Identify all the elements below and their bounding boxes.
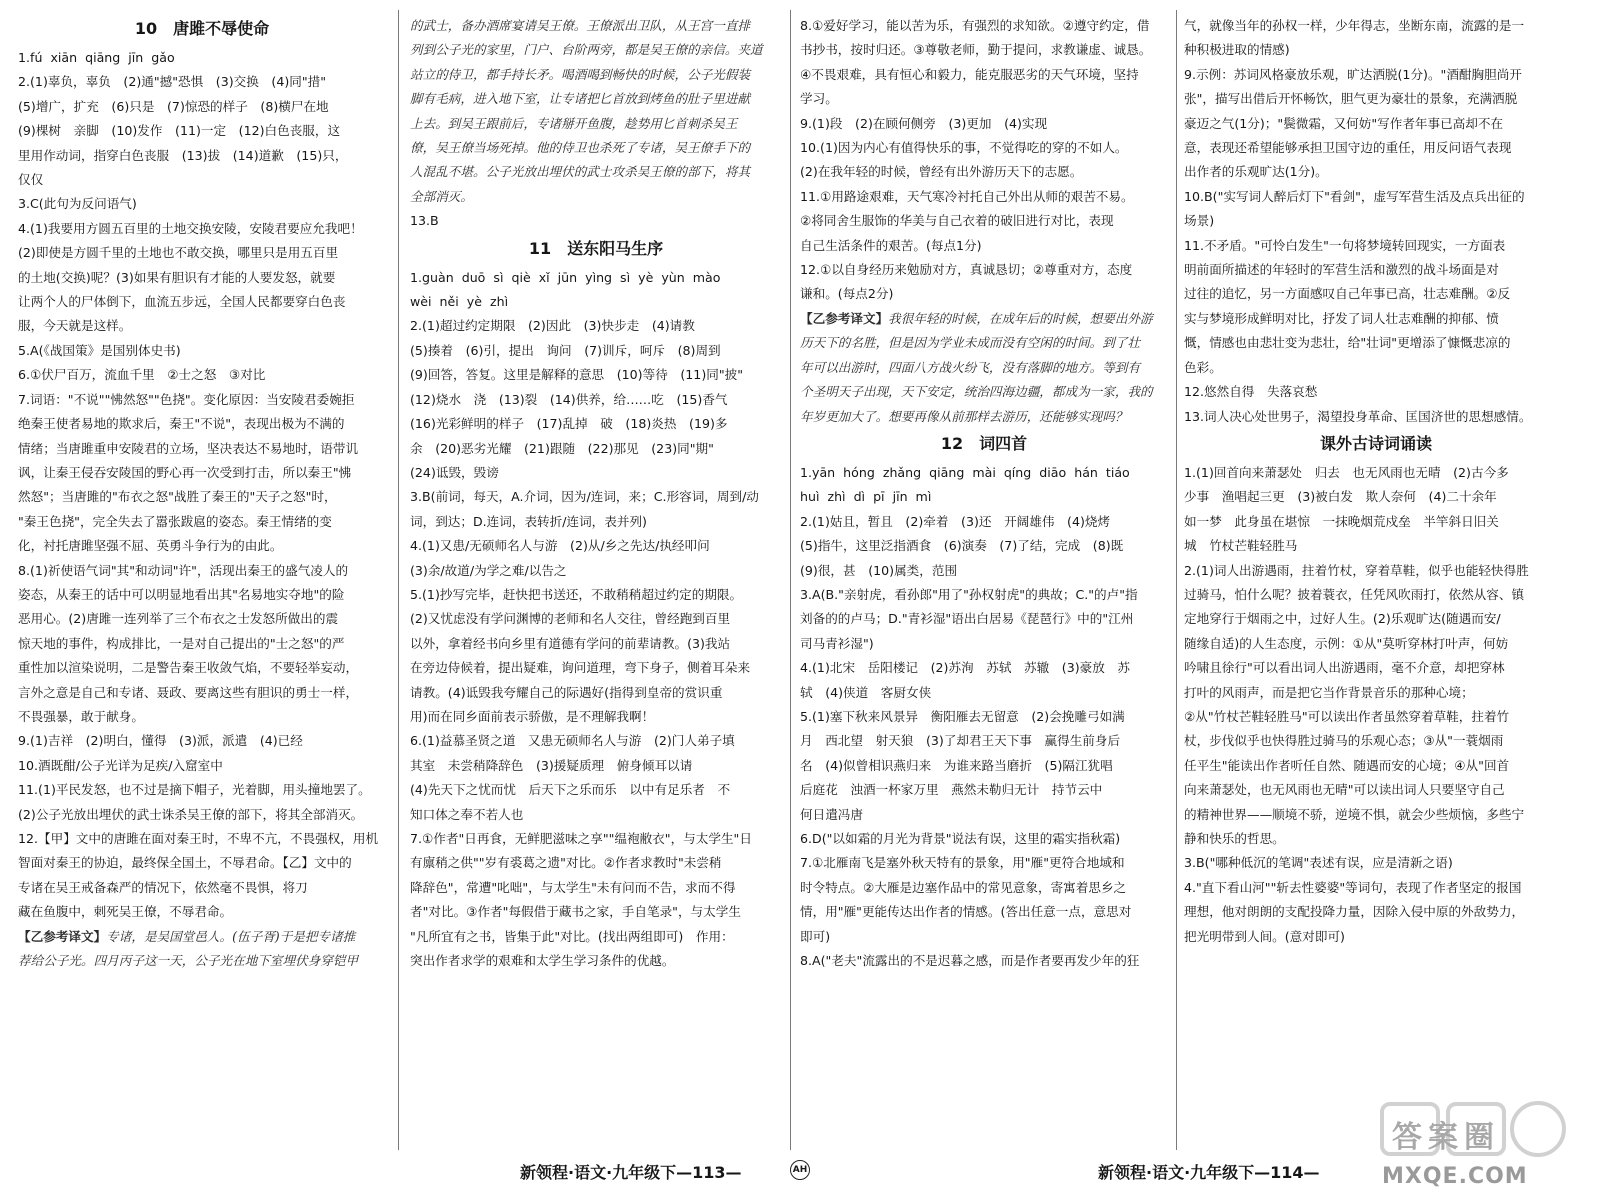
answer-line: (5)揍着 (6)引，提出 询问 (7)训斥，呵斥 (8)周到 (410, 342, 721, 358)
answer-line: 者"对比。③作者"每假借于藏书之家，手自笔录"，与太学生 (410, 904, 741, 920)
answer-line: "凡所宜有之书，皆集于此"对比。(找出两组即可) 作用： (410, 928, 734, 944)
answer-line: 情绪；当唐雎重申安陵君的立场，坚决表达不易地时，语带讥 (18, 440, 359, 456)
answer-line: 2.(1)超过约定期限 (2)因此 (3)快步走 (4)请教 (410, 318, 695, 334)
answer-line: 降辞色"，常遭"叱咄"，与太学生"未有问而不告，求而不得 (410, 879, 736, 895)
answer-line: 把光明带到人间。(意对即可) (1184, 928, 1345, 944)
answer-line: 姿态，从秦王的话中可以明显地看出其"名易地实夺地"的险 (18, 586, 345, 602)
translation-line (410, 112, 782, 136)
translation-text: 专诸，是吴国堂邑人。(伍子胥)于是把专诸推 (106, 928, 356, 944)
answer-line: 色彩。 (1184, 359, 1222, 375)
answer-line: (16)光彩鲜明的样子 (17)乱掉 破 (18)炎热 (19)多 (410, 416, 728, 432)
answer-line: 化，衬托唐雎坚强不屈、英勇斗争行为的由此。 (18, 538, 283, 554)
answer-line: 谦和。(每点2分) (800, 286, 894, 302)
answer-line: 过骑马，怕什么呢？披着蓑衣，任凭风吹雨打，依然从容、镇 (1184, 586, 1525, 602)
answer-line: 9.示例：苏词风格豪放乐观，旷达洒脱(1分)。"酒酣胸胆尚开 (1184, 66, 1522, 82)
answer-line: 学习。 (800, 91, 838, 107)
answer-line: 静和快乐的哲思。 (1184, 831, 1285, 846)
answer-line: 有廪稍之供""岁有裘葛之遗"对比。②作者求教时"未尝稍 (410, 855, 722, 871)
answer-line: 讽，让秦王侵吞安陵国的野心再一次受到打击，所以秦王"怫 (18, 464, 352, 480)
translation-line (18, 925, 386, 949)
answer-line: 1.(1)回首向来萧瑟处 归去 也无风雨也无晴 (2)古今多 (1184, 464, 1509, 480)
translation-line (800, 405, 1168, 429)
answer-line: 以外，拿着经书向乡里有道德有学问的前辈请教。(3)我站 (410, 635, 731, 651)
answer-line: 7.①北雁南飞是塞外秋天特有的景象，用"雁"更符合地域和 (800, 855, 1125, 871)
answer-line: 5.(1)抄写完毕，赶快把书送还，不敢稍稍超过约定的期限。 (410, 586, 743, 602)
section-heading: 课外古诗词诵读 (1319, 433, 1432, 453)
answer-line: 出作者的乐观旷达(1分)。 (1184, 164, 1328, 180)
answer-line: 向来萧瑟处，也无风雨也无晴"可以读出词人只要坚守自己 (1184, 782, 1505, 798)
page-footer-right: 新领程·语文·九年级下—114— (1098, 1163, 1320, 1182)
translation-line (18, 949, 386, 973)
translation-text: 历天下的名胜，但是因为学业未成而没有空闲的时间。到了壮 (800, 335, 1141, 351)
answer-line: (2)公子光放出埋伏的武士诛杀吴王僚的部下，将其全部消灭。 (18, 806, 364, 822)
answer-line: 专诸在吴王戒备森严的情况下，依然毫不畏惧，将刀 (18, 879, 308, 895)
answer-line: 气，就像当年的孙权一样，少年得志，坐断东南，流露的是一 (1184, 18, 1525, 33)
answer-line: 惊天地的事件，构成排比，一是对自己提出的"士之怒"的严 (18, 635, 345, 651)
answer-line: 7.①作者"日再食，无鲜肥滋味之享""缊袍敝衣"，与太学生"日 (410, 831, 752, 846)
column-divider (398, 10, 399, 1150)
answer-line: 即可) (800, 928, 831, 944)
translation-text: 荐给公子光。四月丙子这一天，公子光在地下室埋伏身穿铠甲 (18, 953, 359, 969)
answer-line: 重性加以渲染说明，二是警告秦王收敛气焰，不要轻举妄动， (18, 660, 359, 676)
answer-line: 豪迈之气(1分)；"鬓微霜，又何妨"写作者年事已高却不在 (1184, 115, 1504, 131)
answer-line: 10.B("实写词人醉后灯下"看剑"，虚写军营生活及点兵出征的 (1184, 188, 1525, 204)
answer-line: 轼 (4)侠道 客厨女侠 (800, 684, 932, 700)
section-heading: 12 词四首 (940, 433, 1028, 453)
answer-line: 随缘自适)的人生态度，示例：①从"莫听穿林打叶声，何妨 (1184, 635, 1509, 651)
answer-line: 司马青衫湿") (800, 635, 874, 651)
answer-line: ④不畏艰难，具有恒心和毅力，能克服恶劣的天气环境，坚持 (800, 66, 1139, 82)
answer-line: wèi něi yè zhì (410, 294, 509, 310)
answer-line: 杖，步伐似乎也快得胜过骑马的乐观心态；③从"一蓑烟雨 (1184, 733, 1504, 749)
answer-line: (2)即使是方圆千里的土地也不敢交换，哪里只是用五百里 (18, 245, 339, 261)
answer-line: 定地穿行于烟雨之中，过好人生。(2)乐观旷达(随遇而安/ (1184, 611, 1501, 627)
answer-line: 6.D("以如霜的月光为背景"说法有误，这里的霜实指秋霜) (800, 831, 1121, 846)
answer-line: 智面对秦王的协迫，最终保全国土，不辱君命。【乙】文中的 (18, 855, 352, 871)
answer-line: 突出作者求学的艰难和太学生学习条件的优越。 (410, 953, 675, 969)
answer-line: 少事 渔唱起三更 (3)被白发 欺人奈何 (4)二十余年 (1184, 489, 1497, 505)
answer-line: huì zhì dì pī jīn mì (800, 489, 932, 505)
answer-line: (2)又忧虑没有学问渊博的老师和名人交往，曾经跑到百里 (410, 611, 731, 627)
answer-line: 10.(1)因为内心有值得快乐的事，不觉得吃的穿的不如人。 (800, 140, 1128, 156)
answer-line: 6.①伏尸百万，流血千里 ②士之怒 ③对比 (18, 367, 266, 383)
answer-line: 11.①用路途艰难，天气寒冷衬托自己外出从师的艰苦不易。 (800, 188, 1134, 204)
translation-label: 【乙参考译文】 (18, 928, 107, 944)
translation-line (410, 14, 782, 38)
answer-line: 3.B("哪种低沉的笔调"表述有误，应是清新之语) (1184, 855, 1453, 871)
watermark-label: 答案圈 (1392, 1120, 1500, 1155)
answer-line: 4."直下看山河""斩去性婆婆"等词句，表现了作者坚定的报国 (1184, 879, 1522, 895)
translation-text: 列到公子光的家里，门户、台阶两旁，都是吴王僚的亲信。夹道 (410, 42, 763, 58)
answer-line: 2.(1)辜负，辜负 (2)通"撼"恐惧 (3)交换 (4)同"措" (18, 74, 327, 90)
answer-line: 知口体之奉不若人也 (410, 806, 524, 822)
answer-line: 5.A(《战国策》是国别体史书) (18, 342, 181, 358)
answer-line: 8.A("老夫"流露出的不是迟暮之感，而是作者要再发少年的狂 (800, 953, 1140, 969)
answer-line: 自己生活条件的艰苦。(每点1分) (800, 237, 982, 253)
answer-line: 实与梦境形成鲜明对比，抒发了词人壮志难酬的抑郁、愤 (1184, 310, 1499, 326)
translation-text: 我很年轻的时候，在成年后的时候，想要出外游 (888, 310, 1153, 326)
translation-text: 脚有毛病，进入地下室，让专诸把匕首放到烤鱼的肚子里进献 (410, 91, 751, 107)
translation-text: 人混乱不堪。公子光放出埋伏的武士攻杀吴王僚的部下，将其 (410, 164, 751, 180)
answer-line: 打叶的风雨声，而是把它当作背景音乐的那种心境； (1184, 684, 1474, 700)
answer-line: 理想，他对朗朗的支配投降力量，因除入侵中原的外敌势力， (1184, 904, 1525, 920)
answer-line: 7.词语："不说""怫然怒""色挠"。变化原因：当安陵君委婉拒 (18, 391, 355, 407)
answer-line: 3.C(此句为反问语气) (18, 196, 137, 212)
answer-line: 9.(1)吉祥 (2)明白，懂得 (3)派，派遣 (4)已经 (18, 733, 303, 749)
answer-line: 其室 未尝稍降辞色 (3)援疑质理 俯身倾耳以请 (410, 757, 693, 773)
translation-text: 站立的侍卫，都手持长矛。喝酒喝到畅快的时候，公子光假装 (410, 66, 751, 82)
column-2 (410, 14, 782, 1146)
answer-line: (5)指牛，这里泛指酒食 (6)演奏 (7)了结，完成 (8)既 (800, 538, 1124, 554)
answer-line: 3.B(前词，每天，A.介词，因为/连词，来；C.形容词，周到/动 (410, 489, 759, 505)
answer-line: 1.yān hóng zhǎng qiāng mài qíng diāo hán tiáo (800, 464, 1130, 480)
translation-label: 【乙参考译文】 (800, 310, 889, 326)
answer-line: ②从"竹杖芒鞋轻胜马"可以读出作者虽然穿着草鞋，拄着竹 (1184, 708, 1510, 724)
answer-line: 余 (20)恶劣光耀 (21)跟随 (22)那见 (23)同"期" (410, 440, 714, 456)
answer-line: 月 西北望 射天狼 (3)了却君王天下事 赢得生前身后 (800, 733, 1121, 749)
translation-line (410, 136, 782, 160)
answer-line: 情，用"雁"更能传达出作者的情感。(答出任意一点，意思对 (800, 904, 1132, 920)
answer-line: 城 竹杖芒鞋轻胜马 (1184, 538, 1298, 554)
column-4 (1184, 14, 1568, 1146)
translation-line (410, 87, 782, 111)
answer-line: 10.酒既酣/公子光详为足疾/入窟室中 (18, 757, 223, 773)
answer-line: ②将同舍生服饰的华美与自己衣着的破旧进行对比，表现 (800, 213, 1114, 229)
translation-text: 僚，吴王僚当场死掉。他的侍卫也杀死了专诸，吴王僚手下的 (410, 140, 751, 156)
answer-line: 5.(1)塞下秋来风景异 衡阳雁去无留意 (2)会挽雕弓如满 (800, 708, 1125, 724)
translation-text: 年可以出游时，四面八方战火纷飞，没有落脚的地方。等到有 (800, 359, 1141, 375)
answer-line: (24)诋毁，毁谤 (410, 464, 499, 480)
answer-line: 后庭花 浊酒一杯家万里 燕然未勒归无计 持节云中 (800, 782, 1103, 798)
answer-line: 11.(1)平民发怒，也不过是摘下帽子，光着脚，用头撞地罢了。 (18, 782, 371, 798)
answer-line: 不畏强暴，敢于献身。 (18, 708, 144, 724)
answer-line: 的土地(交换)呢？(3)如果有胆识有才能的人要发怒，就要 (18, 269, 336, 285)
answer-line: 12.【甲】文中的唐雎在面对秦王时，不卑不亢，不畏强权，用机 (18, 831, 379, 846)
answer-line: 恶用心。(2)唐雎一连列举了三个布衣之士发怒所做出的震 (18, 611, 339, 627)
translation-line (410, 38, 782, 62)
answer-line: 8.①爱好学习，能以苦为乐，有强烈的求知欲。②遵守约定，借 (800, 18, 1150, 33)
translation-line (410, 160, 782, 184)
page-footer-left: 新领程·语文·九年级下—113— (520, 1163, 742, 1182)
answer-line: 在旁边侍候着，提出疑难，询问道理，弯下身子，侧着耳朵来 (410, 660, 751, 676)
answer-line: 11.不矛盾。"可怜白发生"一句将梦境转回现实，一方面表 (1184, 237, 1506, 253)
answer-line: 刘备的的卢马；D."青衫湿"语出白居易《琵琶行》中的"江州 (800, 611, 1134, 627)
answer-line: 名 (4)似曾相识燕归来 为谁来路当磨折 (5)隔江犹唱 (800, 757, 1113, 773)
answer-line: 时令特点。②大雁是边塞作品中的常见意象，寄寓着思乡之 (800, 879, 1127, 895)
answer-line: 让两个人的尸体倒下，血流五步远，全国人民都要穿白色丧 (18, 294, 346, 310)
translation-line (800, 331, 1168, 355)
answer-line: 吟啸且徐行"可以看出词人出游遇雨，毫不介意，却把穿林 (1184, 660, 1505, 676)
answer-line: (9)棵树 亲脚 (10)发作 (11)一定 (12)白色丧服，这 (18, 123, 341, 139)
section-heading: 11 送东阳马生序 (528, 238, 664, 258)
answer-line: 种积极进取的情感) (1184, 42, 1290, 58)
answer-line: 1.guàn duō sì qiè xǐ jūn yìng sì yè yùn mào (410, 269, 721, 285)
column-divider (1176, 10, 1177, 1150)
translation-text: 的武士，备办酒席宴请吴王僚。王僚派出卫队，从王宫一直排 (410, 18, 751, 33)
answer-line: (5)增广，扩充 (6)只是 (7)惊恐的样子 (8)横尸在地 (18, 98, 329, 114)
column-3 (800, 14, 1168, 1146)
translation-text: 年岁更加大了。想要再像从前那样去游历，还能够实现吗？ (800, 408, 1128, 424)
answer-line: 绝秦王使者易地的欺求后，秦王"不说"，表现出极为不满的 (18, 416, 345, 432)
answer-line: 服，今天就是这样。 (18, 318, 132, 334)
watermark-text: MXQE.COM (1382, 1164, 1528, 1189)
answer-line: 仅仅 (18, 172, 44, 188)
translation-line (410, 63, 782, 87)
answer-line: 的精神世界——顺境不骄，逆境不惧，就会少些烦恼，多些宁 (1184, 806, 1525, 822)
answer-line: 2.(1)姑且，暂且 (2)牵着 (3)还 开阔雄伟 (4)烧烤 (800, 513, 1111, 529)
section-heading: 10 唐雎不辱使命 (134, 19, 270, 38)
answer-line: 9.(1)段 (2)在顾何侧旁 (3)更加 (4)实现 (800, 115, 1048, 131)
answer-line: 12.悠然自得 失落哀愁 (1184, 384, 1318, 400)
answer-line: 1.fú xiān qiāng jīn gǎo (18, 50, 175, 65)
translation-line (800, 307, 1168, 331)
answer-line: 4.(1)我要用方圆五百里的土地交换安陵，安陵君要应允我吧！ (18, 220, 363, 236)
answer-line: 言外之意是自己和专诸、聂政、要离这些有胆识的勇士一样， (18, 684, 359, 700)
answer-line: 6.(1)益慕圣贤之道 又患无硕师名人与游 (2)门人弟子填 (410, 733, 735, 749)
answer-line: 过往的追忆，另一方面感叹自己年事已高，壮志难酬。②反 (1184, 286, 1511, 302)
answer-line: 8.(1)祈使语气词"其"和动词"许"，活现出秦王的盛气凌人的 (18, 562, 349, 578)
center-divider (790, 10, 791, 1150)
answer-line: (2)在我年轻的时候，曾经有出外游历天下的志愿。 (800, 164, 1083, 180)
answer-line: "秦王色挠"，完全失去了嚣张跋扈的姿态。秦王情绪的变 (18, 513, 332, 529)
answer-line: (4)先天下之忧而忧 后天下之乐而乐 以中有足乐者 不 (410, 782, 731, 798)
answer-line: 4.(1)又患/无硕师名人与游 (2)从/乡之先达/执经叩问 (410, 538, 710, 554)
answer-line: 如一梦 此身虽在堪惊 一抹晚烟荒戍垒 半竿斜日旧关 (1184, 513, 1499, 529)
answer-line: 慨，情感也由悲壮变为悲壮，给"壮词"更增添了慷慨悲凉的 (1184, 335, 1511, 351)
answer-line: 请教。(4)诋毁我夸耀自己的际遇好(指得到皇帝的赏识重 (410, 684, 723, 700)
answer-line: 4.(1)北宋 岳阳楼记 (2)苏洵 苏轼 苏辙 (3)豪放 苏 (800, 660, 1131, 676)
answer-line: 13.词人决心处世男子，渴望投身革命、匡国济世的思想感情。 (1184, 408, 1532, 424)
answer-line: 13.B (410, 213, 439, 229)
answer-line: (12)烧水 浇 (13)裂 (14)供养，给……吃 (15)香气 (410, 391, 728, 407)
translation-line (800, 356, 1168, 380)
translation-text: 上去。到吴王跟前后，专诸掰开鱼腹，趁势用匕首刺杀吴王 (410, 115, 738, 131)
answer-line: (3)余/故道/为学之难/以告之 (410, 562, 567, 578)
translation-line (800, 380, 1168, 404)
answer-line: (9)回答，答复。这里是解释的意思 (10)等待 (11)同"披" (410, 367, 744, 383)
answer-line: 意，表现还希望能够承担卫国守边的重任，用反问语气表现 (1184, 140, 1512, 156)
answer-line: 任平生"能读出作者听任自然、随遇而安的心境；④从"回首 (1184, 757, 1510, 773)
answer-line: 里用作动词，指穿白色丧服 (13)拔 (14)道歉 (15)只， (18, 147, 348, 163)
publisher-logo-icon: AH (790, 1160, 810, 1180)
answer-line: 用)而在同乡面前表示骄傲，是不理解我啊！ (410, 708, 655, 724)
answer-line: 3.A(B."亲射虎，看孙郎"用了"孙权射虎"的典故；C."的卢"指 (800, 586, 1138, 602)
answer-line: 张"，描写出借后开怀畅饮，胆气更为豪壮的景象，充满洒脱 (1184, 91, 1518, 107)
column-1 (18, 14, 386, 1146)
translation-line (410, 185, 782, 209)
answer-line: 藏在鱼腹中，刺死吴王僚，不辱君命。 (18, 904, 233, 920)
answer-line: (9)很，甚 (10)属类，范围 (800, 562, 958, 578)
translation-text: 个圣明天子出现，天下安定，统治四海边疆，都成为一家，我的 (800, 384, 1153, 400)
translation-text: 全部消灭。 (410, 188, 473, 204)
answer-line: 场景) (1184, 213, 1215, 229)
answer-line: 明前面所描述的年轻时的军营生活和激烈的战斗场面是对 (1184, 262, 1499, 278)
answer-line: 书抄书，按时归还。③尊敬老师，勤于提问，求教谦虚、诚恳。 (800, 42, 1152, 58)
answer-line: 何日遣冯唐 (800, 806, 863, 822)
answer-line: 12.①以自身经历来勉励对方，真诚恳切；②尊重对方，态度 (800, 262, 1133, 278)
answer-line: 词，到达；D.连词，表转折/连词，表并列) (410, 513, 647, 529)
answer-line: 2.(1)词人出游遇雨，拄着竹杖，穿着草鞋，似乎也能轻快得胜 (1184, 562, 1529, 578)
answer-line: 然怒"；当唐雎的"布衣之怒"战胜了秦王的"天子之怒"时， (18, 489, 337, 505)
